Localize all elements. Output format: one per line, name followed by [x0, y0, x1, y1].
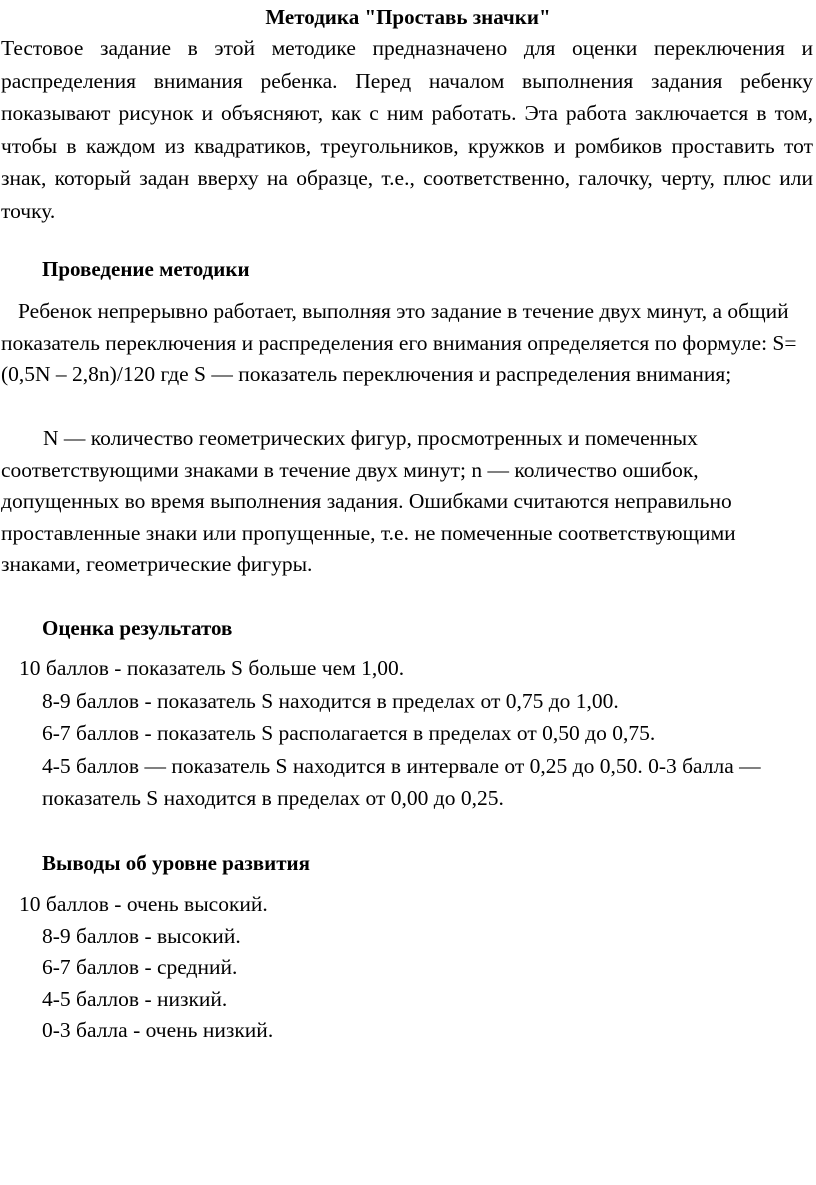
- conclusions-list-item: 6-7 баллов - средний.: [42, 955, 238, 979]
- conclusions-list: [0, 889, 816, 1047]
- conduct-paragraph-formula: Ребенок непрерывно работает, выполняя это задание в течение двух минут, а общий показатель переключения и распределения его внимания определяется по формуле: S=(0,5N – 2,8n)/120 где S — показатель переключения и распределения внимания;: [1, 299, 797, 386]
- results-list-item: 6-7 баллов - показатель S располагается в пределах от 0,50 до 0,75.: [42, 721, 656, 745]
- conclusions-list-item: 8-9 баллов - высокий.: [42, 923, 241, 948]
- conclusions-list-item: 0-3 балла - очень низкий.: [42, 1018, 274, 1042]
- results-list-item: 8-9 баллов - показатель S находится в пределах от 0,75 до 1,00.: [42, 688, 619, 713]
- conclusions-heading: Выводы об уровне развития: [42, 851, 311, 875]
- results-list-item: 4-5 баллов — показатель S находится в интервале от 0,25 до 0,50. 0-3 балла — показатель S находится в пределах от 0,00 до 0,25.: [42, 753, 761, 810]
- results-heading: Оценка результатов: [42, 616, 233, 640]
- conclusions-list-item: 10 баллов - очень высокий.: [19, 892, 268, 916]
- conduct-heading: Проведение методики: [42, 257, 250, 281]
- intro-paragraph: Тестовое задание в этой методике предназначено для оценки переключения и распределения внимания ребенка. Перед началом выполнения задания ребенку показывают рисунок и объясняют, как с ним работать. Эта работа заключается в том, чтобы в каждом из квадратиков, треугольников, кружков и ромбиков проставить тот знак, который задан вверху на образце, т.е., соответственно, галочку, черту, плюс или точку.: [1, 36, 813, 223]
- results-list-item: 10 баллов - показатель S больше чем 1,00.: [19, 656, 405, 680]
- results-list: [0, 652, 816, 815]
- conclusions-list-item: 4-5 баллов - низкий.: [42, 986, 228, 1011]
- document-title: Методика "Проставь значки": [265, 5, 551, 29]
- conduct-paragraph-definitions: N — количество геометрических фигур, просмотренных и помеченных соответствующими знаками в течение двух минут; n — количество ошибок, допущенных во время выполнения задания. Ошибками считаются неправильно проставленные знаки или пропущенные, т.е. не помеченные соответствующими знаками, геометрические фигуры.: [1, 426, 736, 576]
